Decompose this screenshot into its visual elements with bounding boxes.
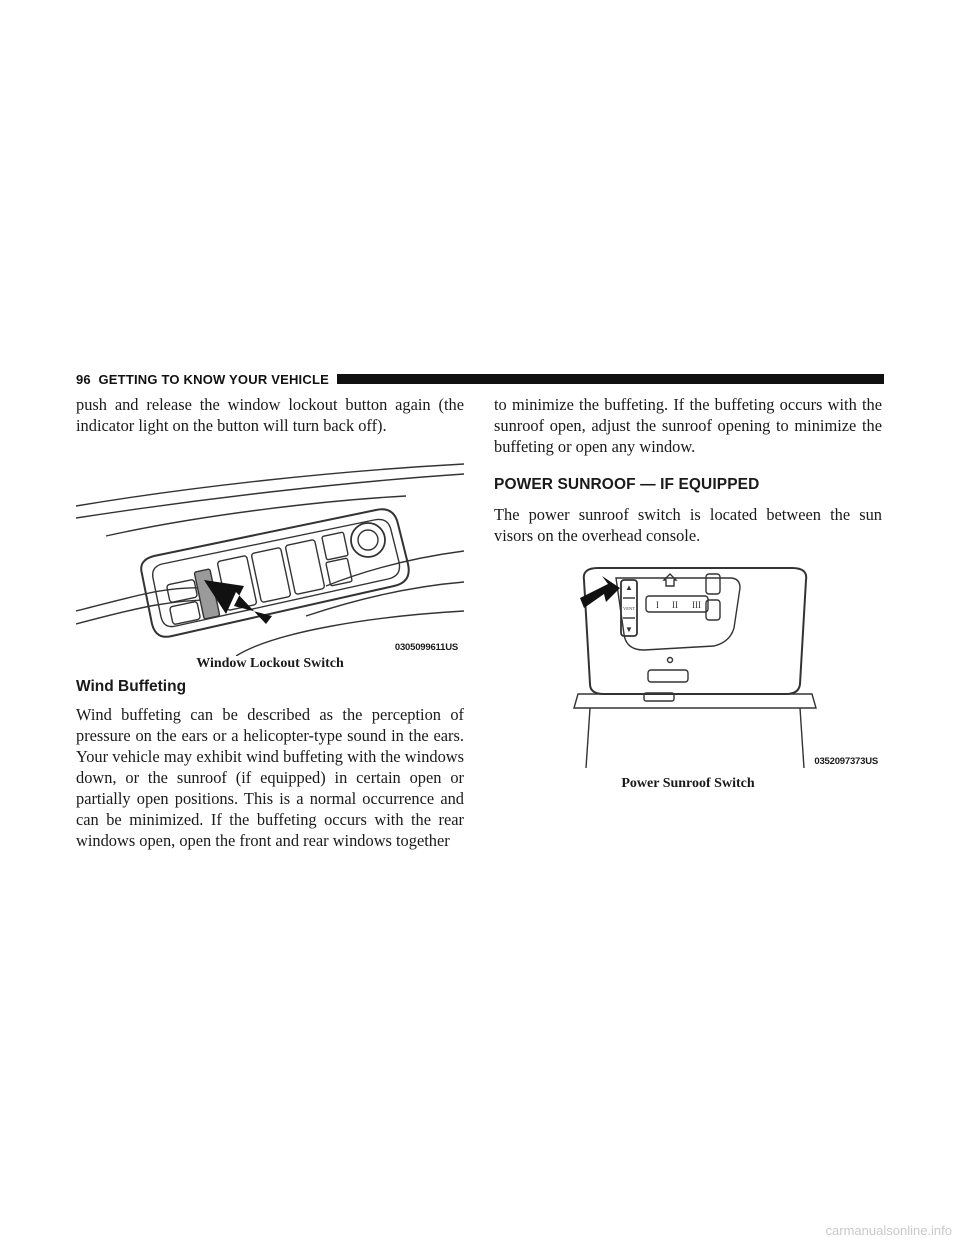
figure-caption: Window Lockout Switch xyxy=(196,656,344,671)
position-label-i: I xyxy=(656,600,659,610)
header-rule xyxy=(337,374,884,384)
position-label-ii: II xyxy=(672,600,678,610)
section-title: GETTING TO KNOW YOUR VEHICLE xyxy=(98,371,329,387)
sunroof-paragraph: The power sunroof switch is located between the sun visors on the overhead console. xyxy=(494,505,882,545)
right-column xyxy=(494,394,882,800)
watermark: carmanualsonline.info xyxy=(825,1223,952,1238)
window-lockout-illustration xyxy=(76,446,464,656)
page-number: 96 xyxy=(76,371,91,387)
figure-caption: Power Sunroof Switch xyxy=(621,776,755,791)
wind-buffeting-paragraph: Wind buffeting can be described as the perception of pressure on the ears or a helicopter-type sound in the ears. Your vehicle may exhibit wind buffeting with the windows down, or the sunroof (if equipped) in certain open or partially open positions. This is a normal occurrence and can be minimized. If the buffeting occurs with the rear windows open, open the front and rear windows together xyxy=(76,705,464,850)
intro-paragraph: push and release the window lockout button again (the indicator light on the button will turn back off). xyxy=(76,395,464,435)
svg-text:▲: ▲ xyxy=(625,583,633,592)
figure-code: 0352097373US xyxy=(814,756,878,767)
left-column xyxy=(76,394,464,851)
vent-label: VENT xyxy=(623,606,635,611)
page-header-text xyxy=(76,372,329,387)
section-heading: POWER SUNROOF — IF EQUIPPED xyxy=(494,476,760,493)
subheading: Wind Buffeting xyxy=(76,678,187,695)
power-sunroof-illustration xyxy=(494,558,882,770)
continued-paragraph: to minimize the buffeting. If the buffeting occurs with the sunroof open, adjust the sunroof opening to minimize the buffeting or open any window. xyxy=(494,395,882,456)
window-lockout-figure xyxy=(76,446,464,670)
svg-text:▼: ▼ xyxy=(625,625,633,634)
figure-code: 0305099611US xyxy=(394,642,458,653)
power-sunroof-figure xyxy=(494,558,882,800)
position-label-iii: III xyxy=(692,600,701,610)
running-header xyxy=(76,372,884,386)
